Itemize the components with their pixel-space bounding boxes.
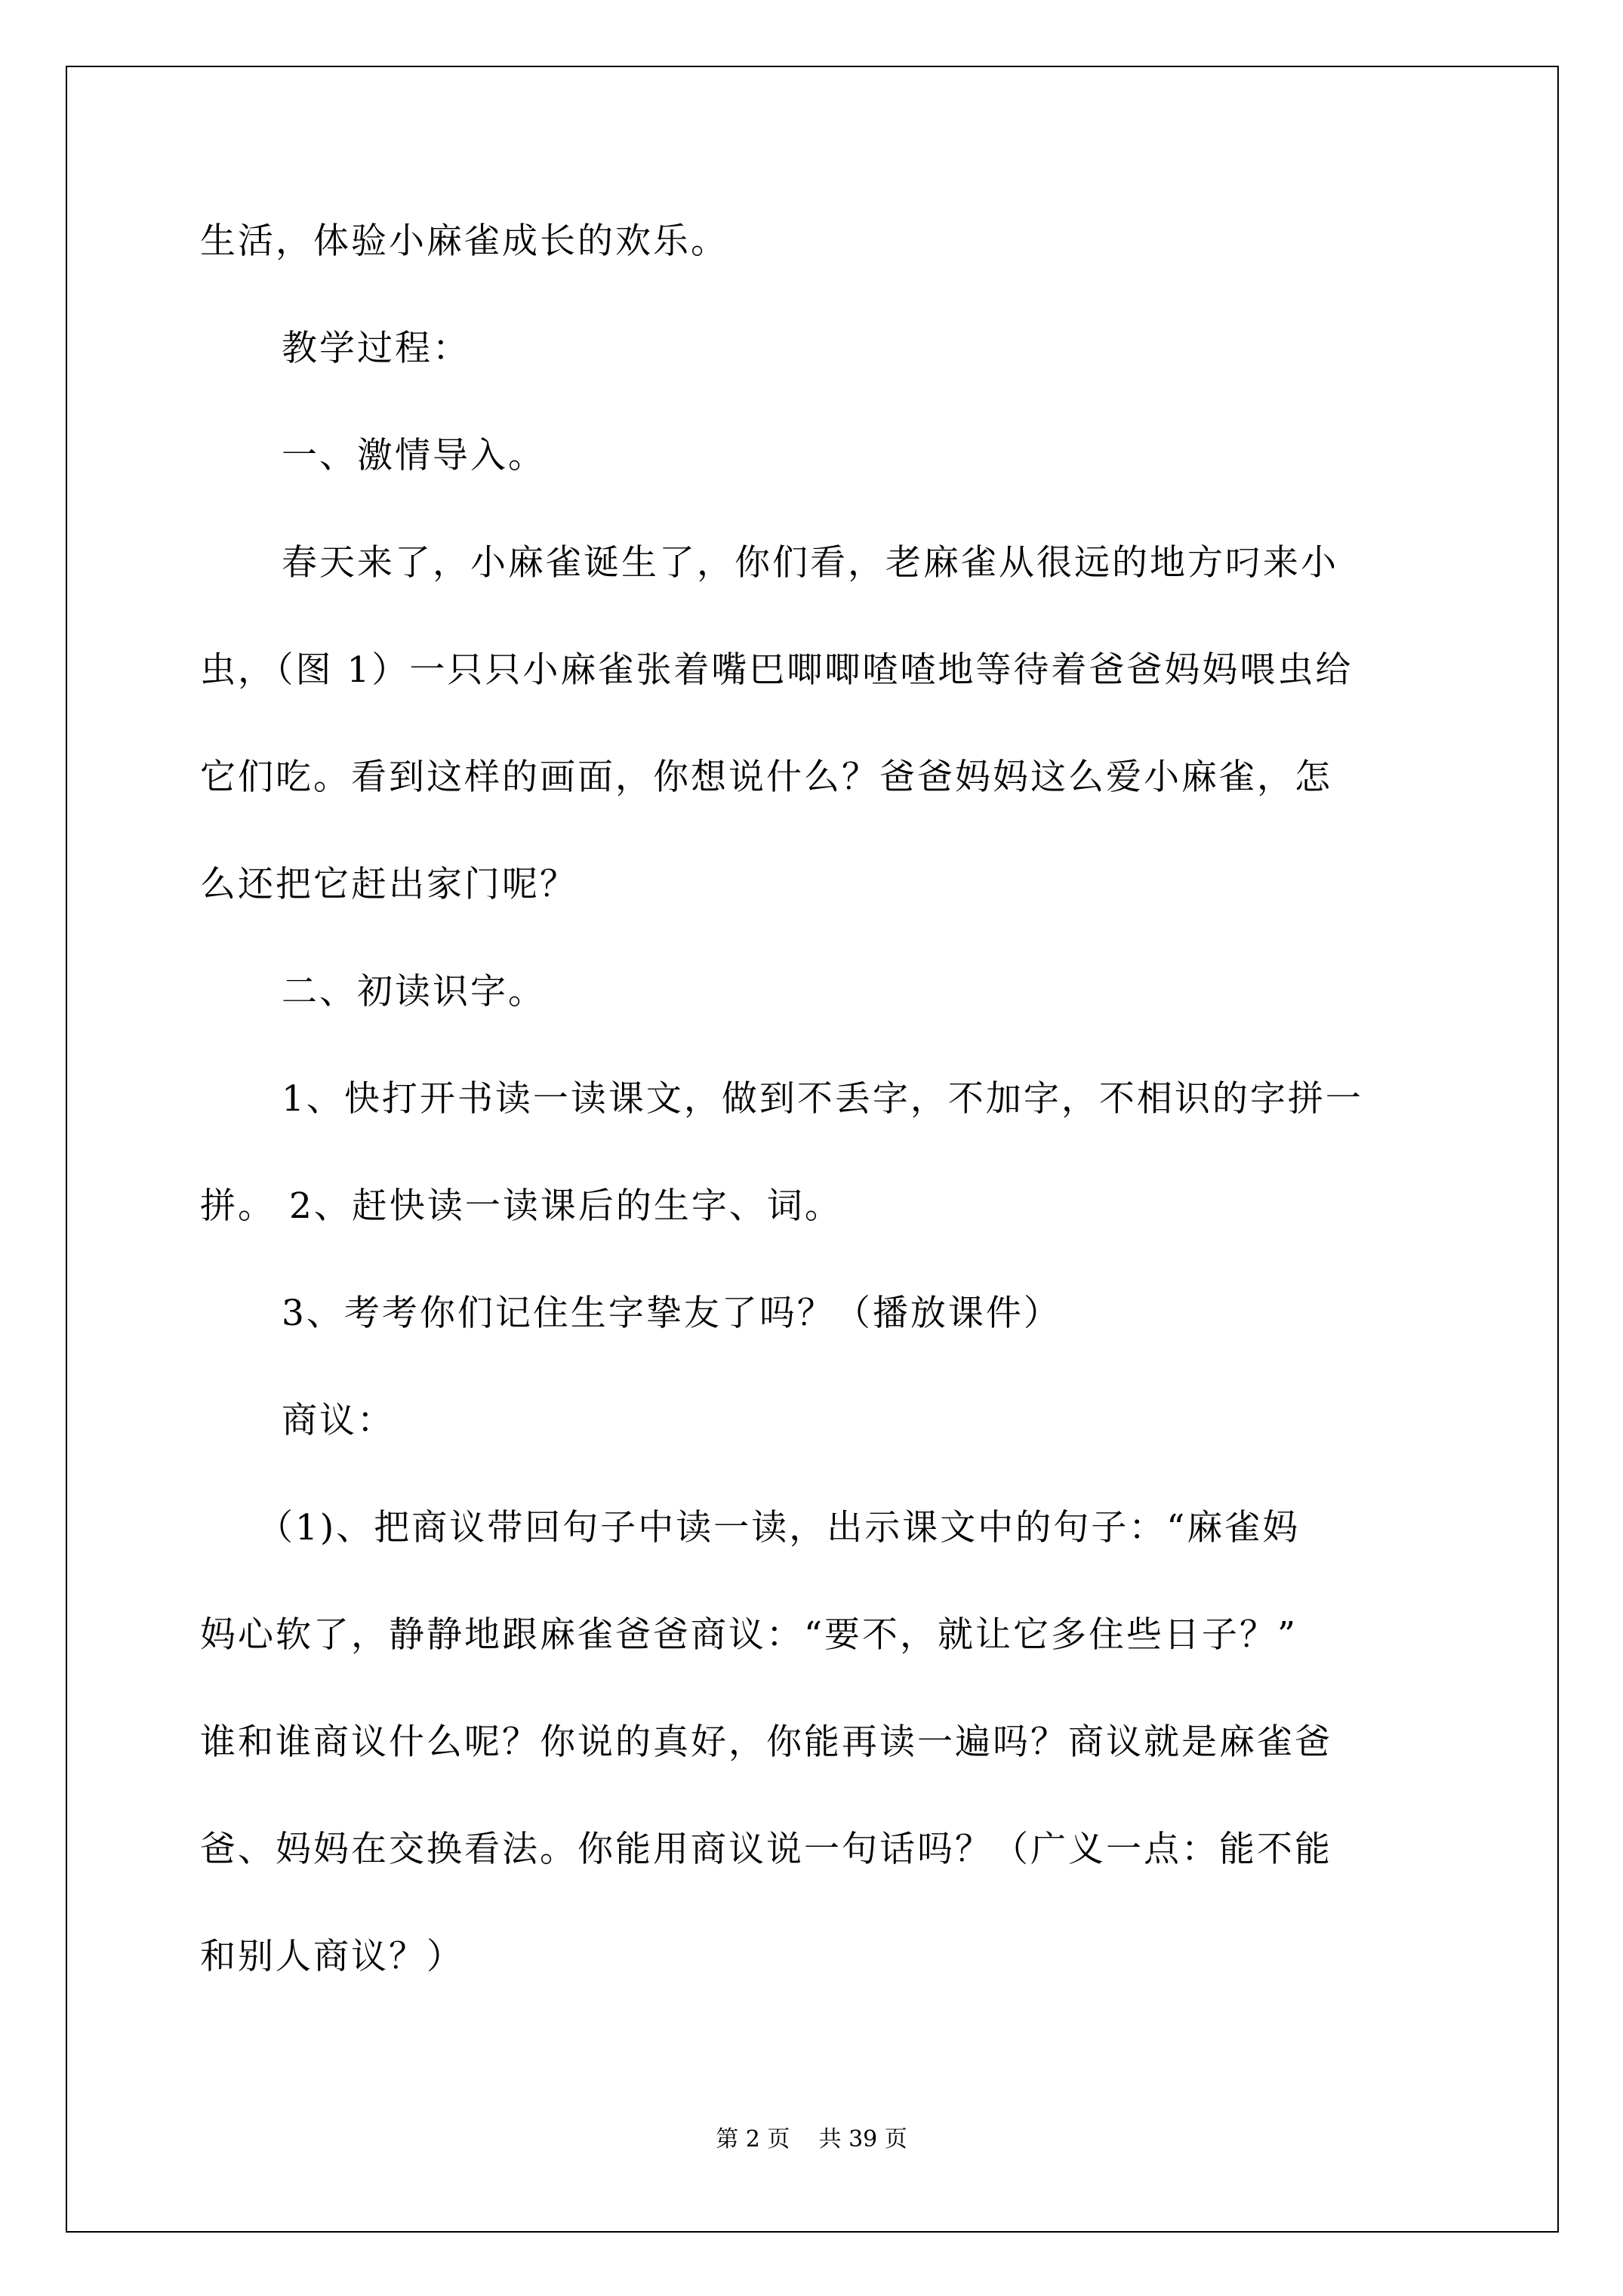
text-line: 它们吃。看到这样的画面，你想说什么？爸爸妈妈这么爱小麻雀，怎 [200,757,1332,798]
page-footer [0,2125,1623,2155]
text-line: 3、考考你们记住生字挚友了吗？（播放课件） [282,1293,1061,1334]
text-line: 1、快打开书读一读课文，做到不丢字，不加字，不相识的字拼一 [282,1078,1363,1120]
text-line: 么还把它赶出家门呢？ [200,864,577,905]
text-line: 教学过程： [282,328,470,369]
text-line: 和别人商议？） [200,1936,464,1977]
page-border [66,66,1559,2233]
text-line: 拼。 2、赶快读一读课后的生字、词。 [200,1185,842,1227]
text-line: 春天来了，小麻雀诞生了，你们看，老麻雀从很远的地方叼来小 [282,542,1338,584]
text-line: 虫，（图 1）一只只小麻雀张着嘴巴唧唧喳喳地等待着爸爸妈妈喂虫给 [200,649,1354,691]
page-total: 共 39 页 [818,2126,907,2153]
text-line: 谁和谁商议什么呢？你说的真好，你能再读一遍吗？商议就是麻雀爸 [200,1721,1332,1763]
text-line: （1)、把商议带回句子中读一读，出示课文中的句子：“麻雀妈 [257,1507,1301,1549]
text-line: 生活，体验小麻雀成长的欢乐。 [200,220,728,262]
text-line: 一、激情导入。 [282,435,546,476]
text-line: 妈心软了，静静地跟麻雀爸爸商议：“要不，就让它多住些日子？” [200,1614,1298,1656]
page-number: 第 2 页 [716,2126,790,2153]
text-line: 爸、妈妈在交换看法。你能用商议说一句话吗？（广义一点：能不能 [200,1829,1332,1870]
text-line: 商议： [282,1400,395,1441]
text-line: 二、初读识字。 [282,971,546,1012]
